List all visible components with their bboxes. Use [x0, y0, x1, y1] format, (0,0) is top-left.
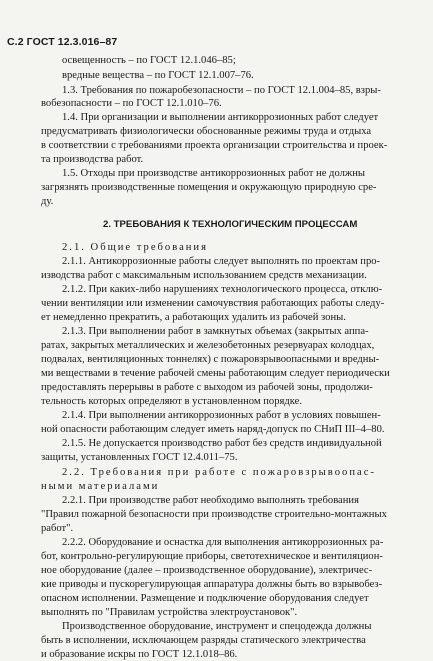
text-line: защиты, установленных ГОСТ 12.4.011–75.: [41, 452, 238, 463]
text-line: изводства работ с максимальным использованием средств механизации.: [41, 270, 367, 281]
text-line: и образование искры по ГОСТ 12.1.018–86.: [41, 649, 238, 660]
text-line: загрязнять производственные помещения и окружающую природную сре-: [41, 182, 377, 193]
text-line: ной опасности работающим следует иметь наряд-допуск по СНиП III–4–80.: [41, 424, 385, 435]
text-line: быть в исполнении, исключающем разряды статического электричества: [41, 635, 366, 646]
text-line: 1.3. Требования по пожаробезопасности – по ГОСТ 12.1.004–85, взры-: [62, 85, 381, 96]
subsection-heading: ными материалами: [41, 481, 160, 492]
text-line: 2.1.2. При каких-либо нарушениях технологического процесса, отклю-: [62, 284, 383, 295]
subsection-heading: 2.1. Общие требования: [62, 242, 208, 253]
text-line: 2.1.4. При выполнении антикоррозионных работ в условиях повышен-: [62, 410, 381, 421]
text-line: предоставлять перерывы в работе с выходом из рабочей зоны, продолжи-: [41, 382, 373, 393]
text-line: в соответствии с требованиями проекта организации строительства и проек-: [41, 140, 388, 151]
text-line: ратах, закрытых металлических и железобетонных резервуарах колодцах,: [41, 340, 375, 351]
text-line: 1.5. Отходы при производстве антикоррозионных работ не должны: [62, 168, 365, 179]
text-line: чении вентиляции или изменении самочувствия работающих работы следу-: [41, 298, 385, 309]
text-line: бот, контрольно-регулирующие приборы, светотехническое и вентиляцион-: [41, 551, 383, 562]
text-line: выполнять по "Правилам устройства электроустановок".: [41, 607, 298, 618]
page-header: С.2 ГОСТ 12.3.016–87: [7, 36, 118, 48]
text-line: освещенность – по ГОСТ 12.1.046–85;: [62, 55, 236, 66]
text-line: тельность которых определяют в установленном порядке.: [41, 396, 303, 407]
text-line: 2.1.3. При выполнении работ в замкнутых объемах (закрытых аппа-: [62, 326, 369, 337]
text-line: Производственное оборудование, инструмент и спецодежда должны: [62, 621, 372, 632]
subsection-heading: 2.2. Требования при работе с пожаровзрывоопас-: [62, 467, 376, 478]
text-line: работ".: [41, 523, 74, 534]
text-line: вредные вещества – по ГОСТ 12.1.007–76.: [62, 70, 254, 81]
text-line: ет немедленно прекратить, а работающих удалить из рабочей зоны.: [41, 312, 346, 323]
text-line: подвалах, вентиляционных тоннелях) с пожаровзрывоопасными и вредны-: [41, 354, 380, 365]
text-line: предусматривать физиологически обоснованные режимы труда и отдыха: [41, 126, 372, 137]
text-line: кие приводы и пускорегулирующая аппаратура должны быть во взрывобез-: [41, 579, 383, 590]
text-line: ное оборудование (далее – производственное оборудование), электричес-: [41, 565, 373, 576]
text-line: "Правил пожарной безопасности при производстве строительно-монтажных: [41, 509, 387, 520]
text-line: 2.1.5. Не допускается производство работ без средств индивидуальной: [62, 438, 382, 449]
text-line: ду.: [41, 196, 54, 207]
section-heading: 2. ТРЕБОВАНИЯ К ТЕХНОЛОГИЧЕСКИМ ПРОЦЕССАМ: [103, 219, 358, 230]
text-line: ми веществами в течение рабочей смены работающим следует периодически: [41, 368, 390, 379]
text-line: 1.4. При организации и выполнении антикоррозионных работ следует: [62, 112, 379, 123]
text-line: 2.1.1. Антикоррозионные работы следует выполнять по проектам про-: [62, 256, 381, 267]
text-line: та производства работ.: [41, 154, 144, 165]
text-line: 2.2.2. Оборудование и оснастка для выполнения антикоррозионных ра-: [62, 537, 384, 548]
text-line: вобезопасности – по ГОСТ 12.1.010–76.: [41, 98, 222, 109]
text-line: опасном исполнении. Размещение и подключение оборудования следует: [41, 593, 369, 604]
text-line: 2.2.1. При производстве работ необходимо выполнять требования: [62, 495, 359, 506]
